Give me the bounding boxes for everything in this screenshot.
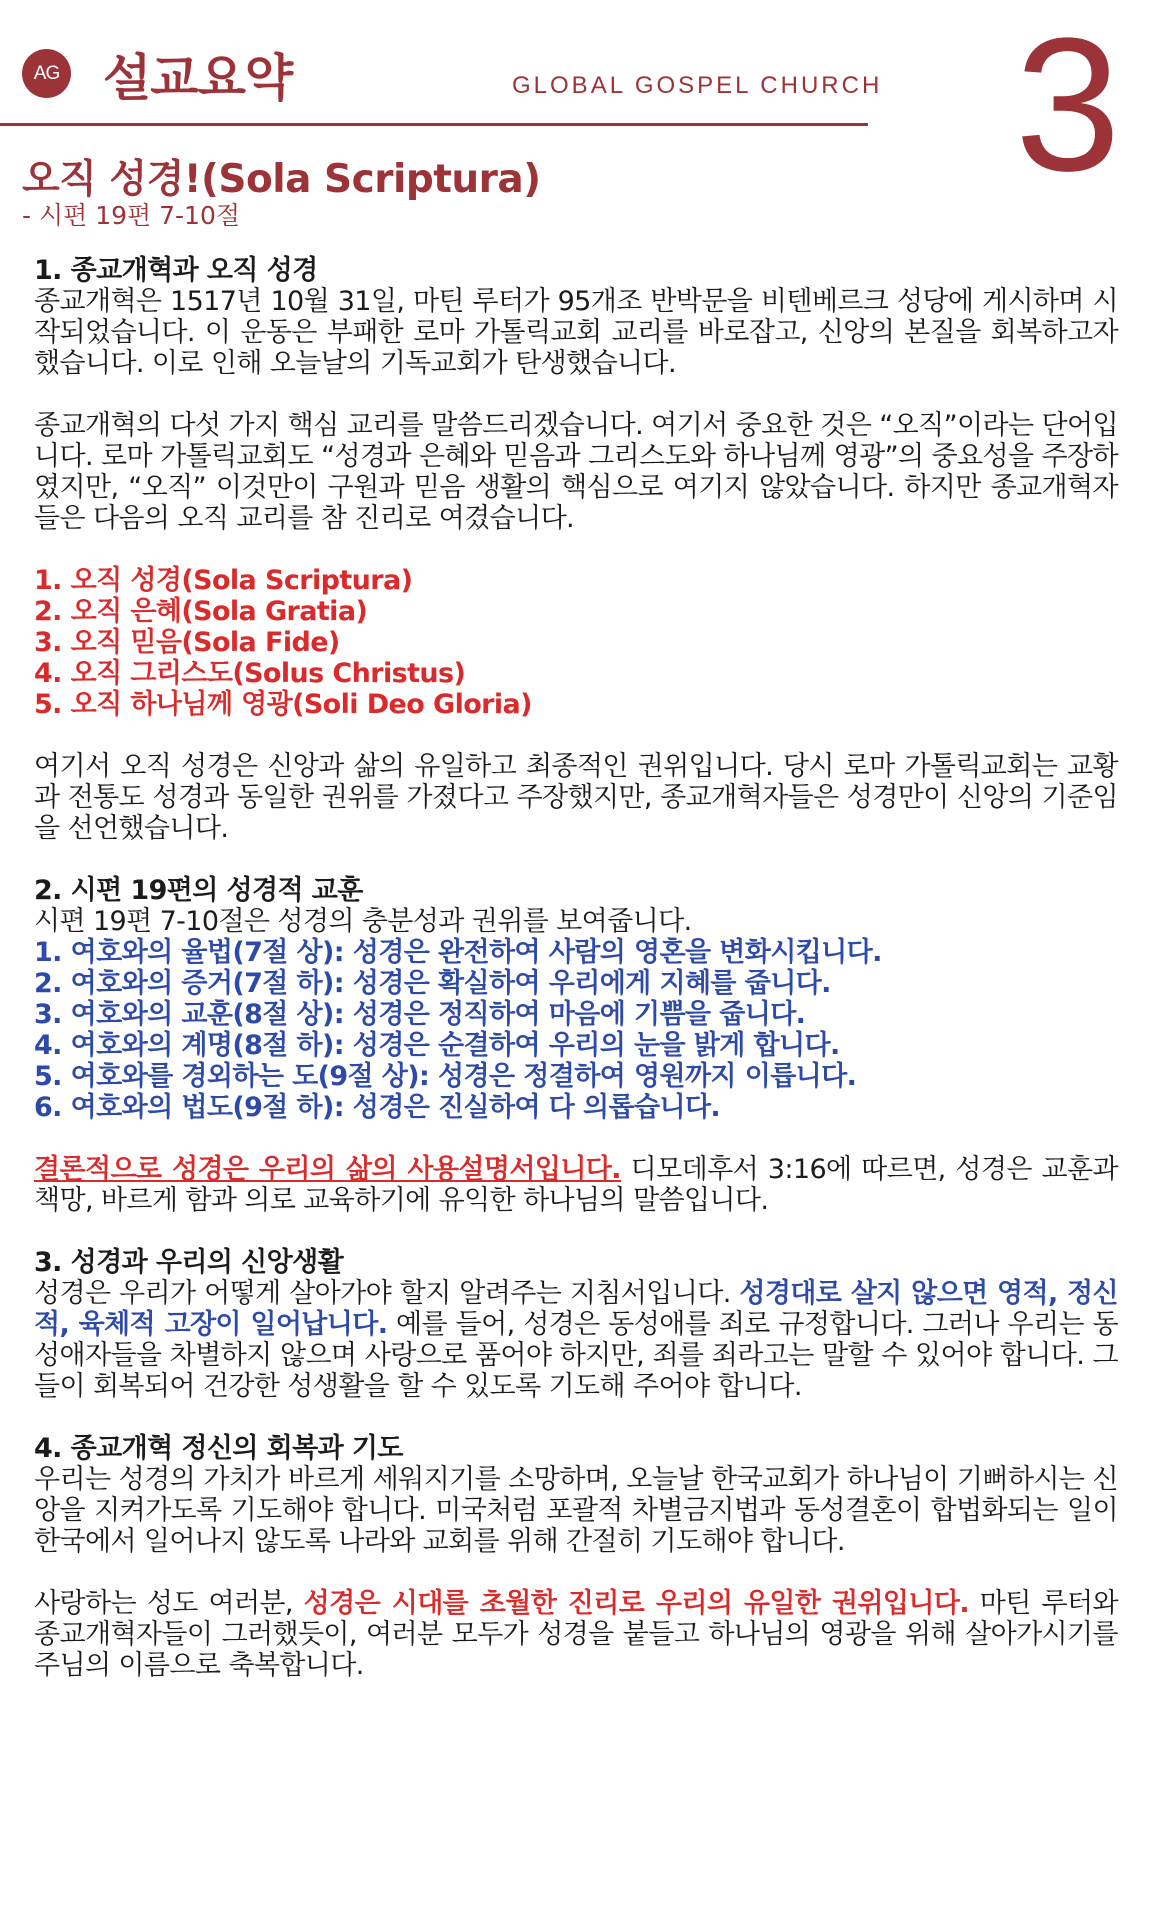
section-4-paragraph-1: 우리는 성경의 가치가 바르게 세워지기를 소망하며, 오늘날 한국교회가 하나님이 기뻐하시는 신앙을 지켜가도록 기도해야 합니다. 미국처럼 포괄적 차별금지법과 동성결혼이 합법화되는 일이 한국에서 일어나지 않도록 나라와 교회를 위해 간절히 기도해야 합니다. <box>34 1464 1118 1557</box>
sola-item: 2. 오직 은혜(Sola Gratia) <box>34 596 368 627</box>
brand-title: 설교요약 <box>103 49 293 107</box>
section-3-paragraph <box>34 1278 1118 1402</box>
section-3-text-before: 성경은 우리가 어떻게 살아가야 할지 알려주는 지침서입니다. <box>34 1278 740 1309</box>
teaching-item: 1. 여호와의 율법(7절 상): 성경은 완전하여 사람의 영혼을 변화시킵니다. <box>34 937 882 968</box>
sola-item: 1. 오직 성경(Sola Scriptura) <box>34 565 413 596</box>
five-solas-list <box>34 565 1118 720</box>
header-divider <box>0 123 868 126</box>
closing-text-before: 사랑하는 성도 여러분, <box>34 1588 304 1619</box>
section-1-paragraph-3: 여기서 오직 성경은 신앙과 삶의 유일하고 최종적인 권위입니다. 당시 로마 가톨릭교회는 교황과 전통도 성경과 동일한 권위를 가졌다고 주장했지만, 종교개혁자들은 성경만이 신앙의 기준임을 선언했습니다. <box>34 751 1118 844</box>
teaching-item: 6. 여호와의 법도(9절 하): 성경은 진실하여 다 의롭습니다. <box>34 1092 721 1123</box>
section-2-conclusion <box>34 1154 1118 1216</box>
section-3-heading: 3. 성경과 우리의 신앙생활 <box>34 1247 344 1278</box>
church-name: GLOBAL GOSPEL CHURCH <box>512 72 883 99</box>
section-2-heading: 2. 시편 19편의 성경적 교훈 <box>34 875 363 906</box>
section-2-intro: 시편 19편 7-10절은 성경의 충분성과 권위를 보여줍니다. <box>34 906 692 937</box>
conclusion-text: 디모데후서 3:16에 따르면, 성경은 교훈과 책망, 바르게 함과 의로 교육하기에 유익한 하나님의 말씀입니다. <box>34 1154 1118 1216</box>
church-logo: AG <box>22 49 71 98</box>
sola-item: 3. 오직 믿음(Sola Fide) <box>34 627 340 658</box>
page-header <box>0 0 1160 230</box>
section-1-paragraph-1: 종교개혁은 1517년 10월 31일, 마틴 루터가 95개조 반박문을 비텐베르크 성당에 게시하며 시작되었습니다. 이 운동은 부패한 로마 가톨릭교회 교리를 바로잡고, 신앙의 본질을 회복하고자 했습니다. 이로 인해 오늘날의 기독교회가 탄생했습니다. <box>34 286 1118 379</box>
closing-highlight: 성경은 시대를 초월한 진리로 우리의 유일한 권위입니다. <box>303 1588 970 1619</box>
sola-item: 4. 오직 그리스도(Solus Christus) <box>34 658 466 689</box>
conclusion-highlight: 결론적으로 성경은 우리의 삶의 사용설명서입니다. <box>34 1154 621 1185</box>
section-3-highlight: 성경대로 살지 않으면 영적, 정신적, 육체적 고장이 일어납니다. <box>34 1278 1118 1340</box>
section-1-paragraph-2: 종교개혁의 다섯 가지 핵심 교리를 말씀드리겠습니다. 여기서 중요한 것은 “오직”이라는 단어입니다. 로마 가톨릭교회도 “성경과 은혜와 믿음과 그리스도와 하나님께 영광”의 중요성을 주장하였지만, “오직” 이것만이 구원과 믿음 생활의 핵심으로 여기지 않았습니다. 하지만 종교개혁자들은 다음의 오직 교리를 참 진리로 여겼습니다. <box>34 410 1118 534</box>
section-1-heading: 1. 종교개혁과 오직 성경 <box>34 255 318 286</box>
teaching-item: 5. 여호와를 경외하는 도(9절 상): 성경은 정결하여 영원까지 이릅니다. <box>34 1061 857 1092</box>
issue-number: 3 <box>1015 0 1121 211</box>
teaching-item: 4. 여호와의 계명(8절 하): 성경은 순결하여 우리의 눈을 밝게 합니다. <box>34 1030 840 1061</box>
sermon-reference: - 시편 19편 7-10절 <box>22 201 241 230</box>
section-4-heading: 4. 종교개혁 정신의 회복과 기도 <box>34 1433 403 1464</box>
teaching-item: 2. 여호와의 증거(7절 하): 성경은 확실하여 우리에게 지혜를 줍니다. <box>34 968 831 999</box>
teaching-item: 3. 여호와의 교훈(8절 상): 성경은 정직하여 마음에 기쁨을 줍니다. <box>34 999 806 1030</box>
sermon-body <box>34 255 1118 1681</box>
section-3-text-after: 예를 들어, 성경은 동성애를 죄로 규정합니다. 그러나 우리는 동성애자들을 차별하지 않으며 사랑으로 품어야 하지만, 죄를 죄라고는 말할 수 있어야 합니다. 그들이 회복되어 건강한 성생활을 할 수 있도록 기도해 주어야 합니다. <box>34 1309 1119 1402</box>
sermon-title: 오직 성경!(Sola Scriptura) <box>22 157 541 202</box>
closing-text-after: 마틴 루터와 종교개혁자들이 그러했듯이, 여러분 모두가 성경을 붙들고 하나님의 영광을 위해 살아가시기를 주님의 이름으로 축복합니다. <box>34 1588 1118 1681</box>
closing-paragraph <box>34 1588 1118 1681</box>
psalm-teachings-list <box>34 937 1118 1123</box>
sola-item: 5. 오직 하나님께 영광(Soli Deo Gloria) <box>34 689 532 720</box>
